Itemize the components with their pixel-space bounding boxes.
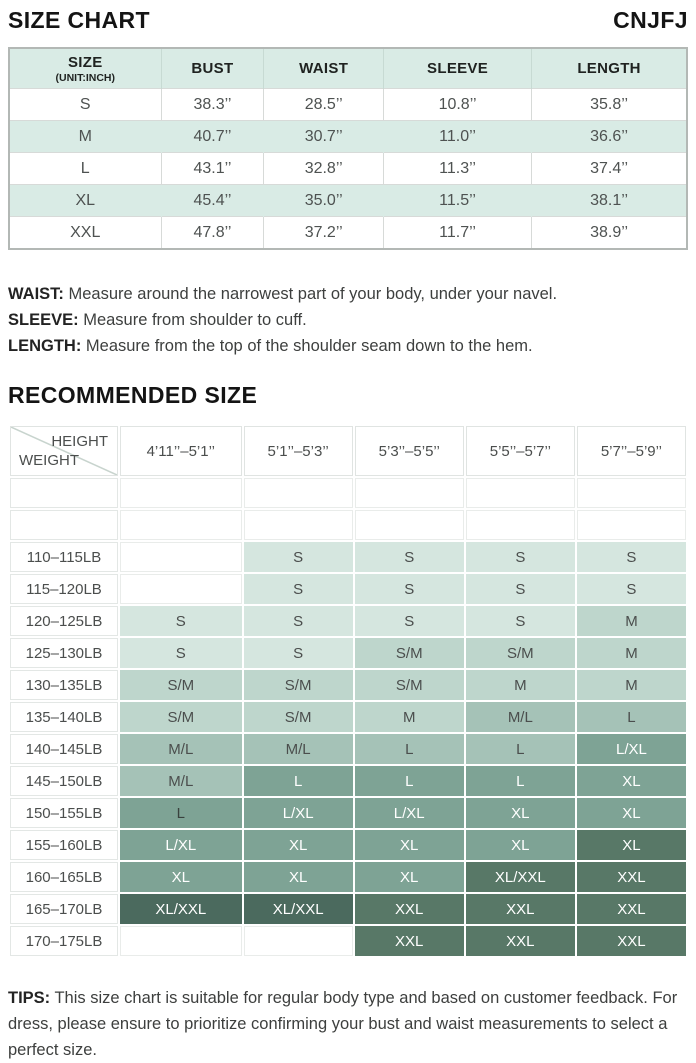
reco-cell: M	[577, 638, 686, 668]
sleeve-cell: 11.0’’	[383, 121, 531, 153]
reco-row	[10, 702, 686, 732]
reco-cell: XXL	[466, 894, 575, 924]
col-header-waist: WAIST	[264, 48, 384, 89]
reco-cell: L/XL	[120, 830, 242, 860]
reco-cell: XL	[466, 798, 575, 828]
reco-cell	[120, 574, 242, 604]
reco-row	[10, 510, 686, 540]
reco-cell: M/L	[120, 766, 242, 796]
reco-cell	[244, 926, 353, 956]
size-table-header-row	[9, 48, 687, 89]
reco-cell	[120, 478, 242, 508]
measurement-notes	[8, 281, 688, 359]
weight-label: 125–130LB	[10, 638, 118, 668]
weight-label: 145–150LB	[10, 766, 118, 796]
reco-cell: S/M	[244, 670, 353, 700]
reco-cell: XXL	[577, 894, 686, 924]
size-cell: XXL	[9, 217, 161, 250]
size-cell: XL	[9, 185, 161, 217]
note-label: WAIST:	[8, 285, 64, 303]
reco-cell: L/XL	[244, 798, 353, 828]
reco-cell: XL/XXL	[466, 862, 575, 892]
table-row	[9, 185, 687, 217]
table-row	[9, 89, 687, 121]
reco-row	[10, 542, 686, 572]
table-row	[9, 217, 687, 250]
note-label: LENGTH:	[8, 337, 82, 355]
reco-cell: L/XL	[577, 734, 686, 764]
length-cell: 35.8’’	[532, 89, 687, 121]
reco-cell: L	[466, 734, 575, 764]
waist-cell: 37.2’’	[264, 217, 384, 250]
note-sleeve	[8, 307, 688, 333]
reco-cell: XXL	[577, 862, 686, 892]
table-row	[9, 153, 687, 185]
note-text: Measure from the top of the shoulder seam down to the hem.	[81, 337, 533, 355]
reco-row	[10, 830, 686, 860]
length-cell: 38.9’’	[532, 217, 687, 250]
size-cell: S	[9, 89, 161, 121]
reco-cell: S	[577, 542, 686, 572]
height-axis-label: HEIGHT	[51, 433, 108, 450]
col-header-length: LENGTH	[532, 48, 687, 89]
col-header-sleeve: SLEEVE	[383, 48, 531, 89]
reco-cell: XL	[577, 766, 686, 796]
reco-cell: L	[466, 766, 575, 796]
reco-cell: S	[244, 574, 353, 604]
reco-cell: L	[120, 798, 242, 828]
height-col-header: 5’3’’–5’5’’	[355, 426, 464, 476]
reco-cell: XXL	[466, 926, 575, 956]
reco-cell	[244, 510, 353, 540]
reco-cell: S	[244, 638, 353, 668]
reco-cell: S	[120, 638, 242, 668]
length-cell: 38.1’’	[532, 185, 687, 217]
reco-row	[10, 606, 686, 636]
size-cell: L	[9, 153, 161, 185]
reco-row	[10, 574, 686, 604]
reco-cell: XL/XXL	[120, 894, 242, 924]
recommended-size-table	[8, 424, 688, 958]
bust-cell: 45.4’’	[161, 185, 264, 217]
bust-cell: 47.8’’	[161, 217, 264, 250]
col-header-bust: BUST	[161, 48, 264, 89]
reco-cell: S	[244, 606, 353, 636]
reco-cell: S/M	[244, 702, 353, 732]
reco-cell: M	[577, 670, 686, 700]
reco-row	[10, 894, 686, 924]
reco-cell: S	[120, 606, 242, 636]
reco-cell: XL	[466, 830, 575, 860]
reco-cell: XL/XXL	[244, 894, 353, 924]
reco-cell: XL	[355, 830, 464, 860]
height-col-header: 5’5’’–5’7’’	[466, 426, 575, 476]
weight-axis-label: WEIGHT	[19, 452, 79, 469]
reco-cell: S	[355, 574, 464, 604]
note-waist	[8, 281, 688, 307]
note-length	[8, 333, 688, 359]
height-col-header: 5’1’’–5’3’’	[244, 426, 353, 476]
waist-cell: 32.8’’	[264, 153, 384, 185]
reco-cell: S/M	[466, 638, 575, 668]
note-text: Measure from shoulder to cuff.	[78, 311, 307, 329]
height-col-header: 5’7’’–5’9’’	[577, 426, 686, 476]
height-weight-corner-cell	[10, 426, 118, 476]
reco-cell	[244, 478, 353, 508]
reco-cell: L	[577, 702, 686, 732]
reco-row	[10, 766, 686, 796]
reco-cell	[466, 510, 575, 540]
weight-label: 165–170LB	[10, 894, 118, 924]
weight-label: 130–135LB	[10, 670, 118, 700]
reco-cell: S/M	[120, 702, 242, 732]
reco-cell	[577, 478, 686, 508]
reco-cell: XL	[355, 862, 464, 892]
reco-cell: S	[244, 542, 353, 572]
sleeve-cell: 10.8’’	[383, 89, 531, 121]
reco-cell: XL	[577, 830, 686, 860]
reco-row	[10, 862, 686, 892]
reco-cell: S/M	[355, 670, 464, 700]
reco-cell: XXL	[577, 926, 686, 956]
reco-cell	[355, 510, 464, 540]
sleeve-cell: 11.7’’	[383, 217, 531, 250]
weight-label: 115–120LB	[10, 574, 118, 604]
reco-cell: S	[466, 542, 575, 572]
weight-label: 110–115LB	[10, 542, 118, 572]
weight-label	[10, 510, 118, 540]
table-row	[9, 121, 687, 153]
reco-cell: M	[577, 606, 686, 636]
bust-cell: 38.3’’	[161, 89, 264, 121]
reco-cell: L/XL	[355, 798, 464, 828]
reco-cell: M/L	[466, 702, 575, 732]
waist-cell: 35.0’’	[264, 185, 384, 217]
reco-row	[10, 734, 686, 764]
note-text: Measure around the narrowest part of your body, under your navel.	[63, 285, 558, 303]
reco-cell: XL	[120, 862, 242, 892]
weight-label: 155–160LB	[10, 830, 118, 860]
size-label: SIZE	[67, 53, 103, 71]
reco-cell: S/M	[120, 670, 242, 700]
tips-paragraph	[8, 985, 688, 1063]
page-title: SIZE CHART	[8, 7, 150, 33]
title-bar	[8, 7, 688, 34]
size-chart-page	[8, 0, 688, 1063]
reco-row	[10, 638, 686, 668]
reco-row	[10, 670, 686, 700]
reco-cell: M/L	[120, 734, 242, 764]
reco-cell	[466, 478, 575, 508]
reco-cell	[577, 510, 686, 540]
reco-cell	[120, 542, 242, 572]
recommended-size-title: RECOMMENDED SIZE	[8, 382, 258, 408]
reco-cell: S	[355, 542, 464, 572]
sleeve-cell: 11.5’’	[383, 185, 531, 217]
weight-label	[10, 478, 118, 508]
note-label: SLEEVE:	[8, 311, 79, 329]
reco-cell: XL	[244, 830, 353, 860]
reco-cell: M	[355, 702, 464, 732]
reco-cell	[120, 926, 242, 956]
reco-cell: XXL	[355, 894, 464, 924]
reco-cell: S	[577, 574, 686, 604]
bust-cell: 40.7’’	[161, 121, 264, 153]
reco-row	[10, 478, 686, 508]
height-col-header: 4’11’’–5’1’’	[120, 426, 242, 476]
sleeve-cell: 11.3’’	[383, 153, 531, 185]
reco-cell: L	[244, 766, 353, 796]
reco-cell: L	[355, 734, 464, 764]
reco-cell: M	[466, 670, 575, 700]
reco-cell: L	[355, 766, 464, 796]
reco-cell: S	[466, 574, 575, 604]
reco-cell	[355, 478, 464, 508]
reco-cell: XXL	[355, 926, 464, 956]
length-cell: 36.6’’	[532, 121, 687, 153]
reco-cell: XL	[577, 798, 686, 828]
unit-label: (UNIT:INCH)	[55, 71, 115, 84]
reco-cell: S	[466, 606, 575, 636]
weight-label: 135–140LB	[10, 702, 118, 732]
reco-cell: S/M	[355, 638, 464, 668]
bust-cell: 43.1’’	[161, 153, 264, 185]
reco-row	[10, 926, 686, 956]
reco-row	[10, 798, 686, 828]
size-measurements-table	[8, 47, 688, 250]
brand-name: CNJFJ	[613, 7, 688, 33]
weight-label: 120–125LB	[10, 606, 118, 636]
size-cell: M	[9, 121, 161, 153]
tips-text: This size chart is suitable for regular body type and based on customer feedback. For dress, please ensure to prioritize confirming your bust and waist measurements to select a perfect size.	[8, 989, 678, 1059]
tips-label: TIPS:	[8, 989, 51, 1007]
weight-label: 150–155LB	[10, 798, 118, 828]
waist-cell: 28.5’’	[264, 89, 384, 121]
length-cell: 37.4’’	[532, 153, 687, 185]
reco-cell: XL	[244, 862, 353, 892]
weight-label: 140–145LB	[10, 734, 118, 764]
waist-cell: 30.7’’	[264, 121, 384, 153]
reco-cell: M/L	[244, 734, 353, 764]
col-header-size	[9, 48, 161, 89]
weight-label: 160–165LB	[10, 862, 118, 892]
reco-cell: S	[355, 606, 464, 636]
reco-cell	[120, 510, 242, 540]
weight-label: 170–175LB	[10, 926, 118, 956]
reco-header-row	[10, 426, 686, 476]
